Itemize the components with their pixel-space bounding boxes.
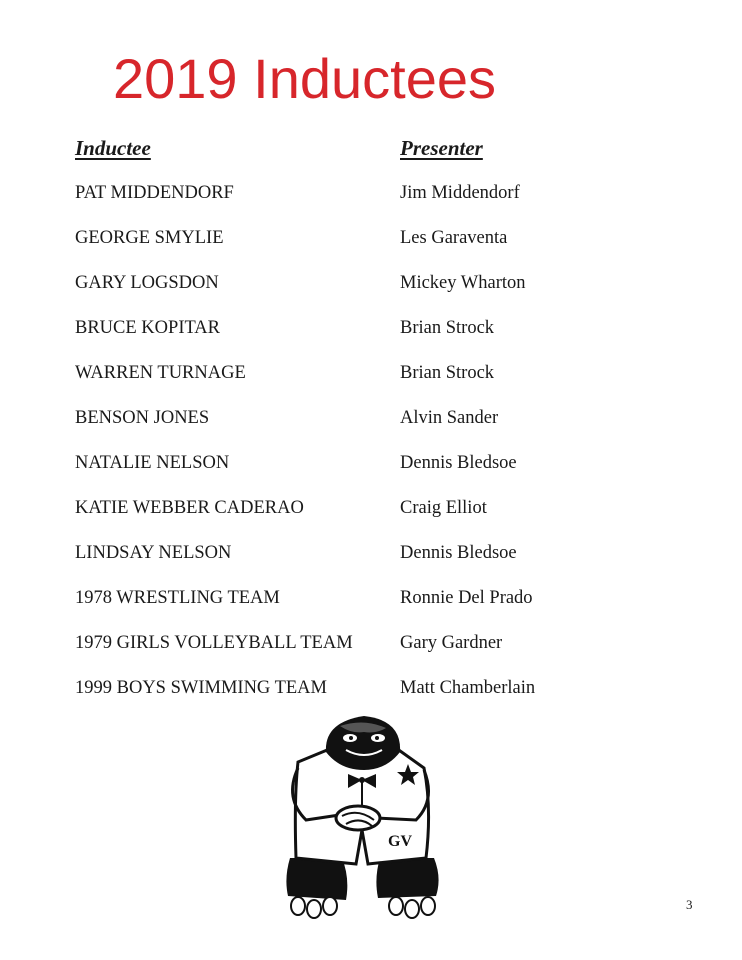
- list-item: [0, 450, 742, 495]
- inductee-name: NATALIE NELSON: [75, 453, 230, 473]
- inductee-list: [0, 180, 742, 720]
- list-item: [0, 405, 742, 450]
- presenter-name: Les Garaventa: [400, 228, 508, 248]
- list-item: [0, 360, 742, 405]
- presenter-name: Craig Elliot: [400, 498, 487, 518]
- inductee-name: 1999 BOYS SWIMMING TEAM: [75, 678, 327, 698]
- list-item: [0, 180, 742, 225]
- page-title: 2019 Inductees: [113, 47, 496, 110]
- inductee-name: GARY LOGSDON: [75, 273, 219, 293]
- inductee-name: 1979 GIRLS VOLLEYBALL TEAM: [75, 633, 353, 653]
- inductee-name: KATIE WEBBER CADERAO: [75, 498, 304, 518]
- presenter-name: Brian Strock: [400, 363, 495, 383]
- presenter-name: Brian Strock: [400, 318, 495, 338]
- list-item: [0, 315, 742, 360]
- page-number: 3: [686, 897, 693, 912]
- list-item: [0, 495, 742, 540]
- presenter-name: Jim Middendorf: [400, 183, 520, 203]
- inductee-name: 1978 WRESTLING TEAM: [75, 588, 280, 608]
- inductee-column-header: Inductee: [75, 136, 151, 160]
- inductee-name: WARREN TURNAGE: [75, 363, 246, 383]
- inductee-name: PAT MIDDENDORF: [75, 183, 234, 203]
- list-item: [0, 585, 742, 630]
- list-item: [0, 225, 742, 270]
- list-item: [0, 630, 742, 675]
- presenter-name: Alvin Sander: [400, 408, 499, 428]
- inductee-name: LINDSAY NELSON: [75, 543, 232, 563]
- presenter-name: Dennis Bledsoe: [400, 543, 517, 563]
- list-item: [0, 540, 742, 585]
- inductee-name: BRUCE KOPITAR: [75, 318, 220, 338]
- presenter-name: Ronnie Del Prado: [400, 588, 533, 608]
- presenter-name: Matt Chamberlain: [400, 678, 536, 698]
- presenter-name: Mickey Wharton: [400, 273, 526, 293]
- inductee-name: GEORGE SMYLIE: [75, 228, 224, 248]
- gorilla-mascot-icon: [276, 708, 450, 920]
- presenter-column-header: Presenter: [400, 136, 483, 160]
- list-item: [0, 270, 742, 315]
- inductee-name: BENSON JONES: [75, 408, 210, 428]
- mascot-letters: GV: [388, 833, 412, 850]
- presenter-name: Dennis Bledsoe: [400, 453, 517, 473]
- presenter-name: Gary Gardner: [400, 633, 503, 653]
